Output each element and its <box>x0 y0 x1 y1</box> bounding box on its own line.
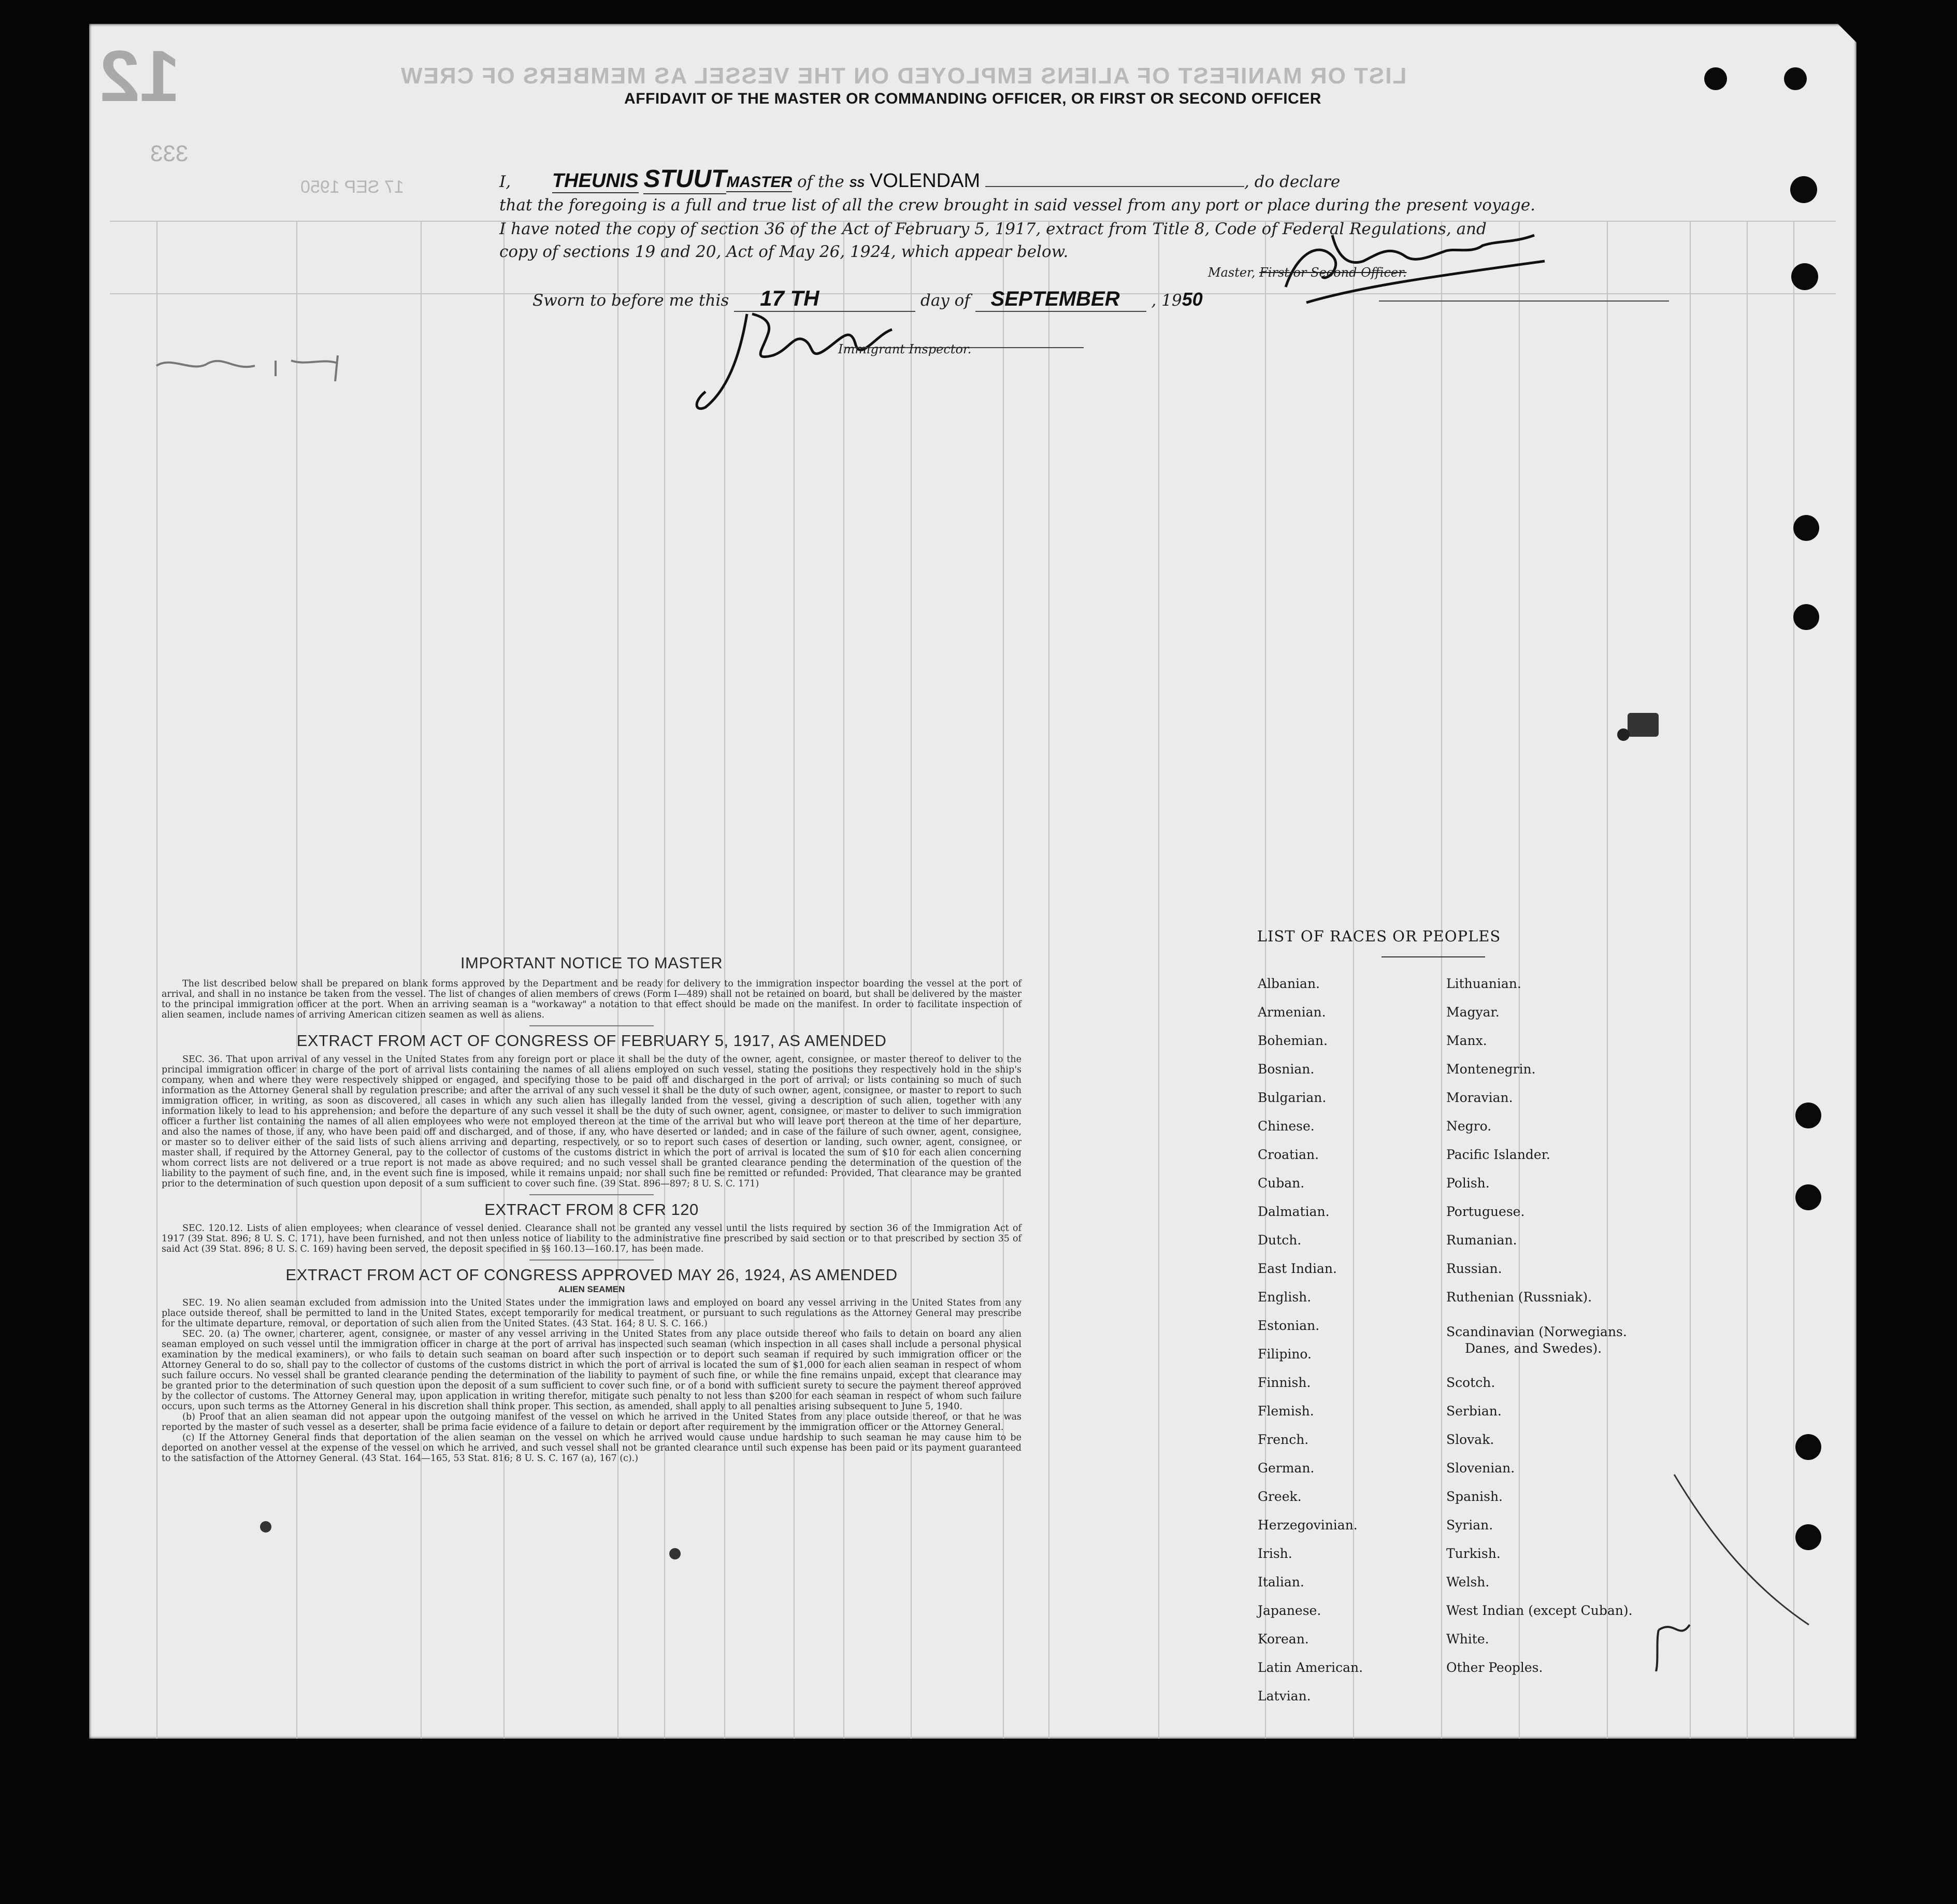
folded-corner <box>1837 23 1858 44</box>
race-item: German. <box>1258 1461 1315 1476</box>
column-line <box>156 221 157 1739</box>
race-item: Other Peoples. <box>1446 1660 1543 1675</box>
punch-hole <box>1793 515 1819 541</box>
ink-blot <box>1617 728 1630 741</box>
punch-hole <box>1790 176 1817 203</box>
race-item: Bulgarian. <box>1258 1090 1327 1105</box>
punch-hole <box>1793 604 1819 630</box>
inspector-caption: Immigrant Inspector. <box>838 342 972 356</box>
ink-blot <box>1628 713 1659 737</box>
race-item: Korean. <box>1258 1631 1309 1647</box>
vessel-prefix: SS <box>849 177 865 190</box>
master-first-name: THEUNIS <box>552 170 639 193</box>
sworn-day: 17 TH <box>734 286 915 312</box>
extract1-body: SEC. 36. That upon arrival of any vessel in the United States from any foreign port or place it shall be the duty of the owner, agent, consignee, or master thereof to deliver to the principal immigration officer in charge of the port of arrival lists containing the names of all aliens employed on such vessel, stating the positions they respectively hold in the ship's company, when and where they were respectively shipped or engaged, and specifying those to be paid off and discharged in the port of arrival; or lists containing so much of such information as the Attorney General shall by regulation prescribe; and after the arrival of any such vessel it shall be the duty of such owner, agent, consignee, or master to report to such immigration officer, in writing, as soon as discovered, all cases in which any such alien has illegally landed from the vessel, giving a description of such alien, together with any information likely to lead to his apprehension; and before the departure of any such vessel it shall be the duty of such owner, agent, consignee, or master to deliver to such immigration officer a further list containing the names of all alien employees who were not employed thereon at the time of the arrival but who will leave port thereon at the time of her departure, and also the names of those, if any, who have been paid off and discharged, and of those, if any, who have deserted or landed; and in case of the failure of such owner, agent, consignee, or master so to deliver either of the said lists of such aliens arriving and departing, respectively, or so to report such cases of desertion or landing, such owner, agent, consignee, or master shall, if required by the Attorney General, pay to the collector of customs of the customs district in which the port of arrival is located the sum of $10 for each alien concerning whom correct lists are not delivered or a true report is not made as above required; and no such vessel shall be granted clearance pending the determination of the question of the liability to the payment of such fine, and, in the event such fine is imposed, while it remains unpaid; nor shall such fine be remitted or refunded: Provided, That clearance may be granted prior to the determination of such question upon deposit of a sum sufficient to cover such fine. (39 Stat. 896—897; 8 U. S. C. 171) <box>162 1054 1021 1189</box>
notice-body: The list described below shall be prepared on blank forms approved by the Department and be ready for delivery to the immigration inspector boarding the vessel at the port of arrival, and shall in no instance be taken from the vessel. The list of changes of alien members of crews (Form I—489) shall not be retained on board, but shall be delivered by the master to the principal immigration officer at the port. When an arriving seaman is a "workaway" a notation to that effect should be made on the manifest. In order to facilitate inspection of alien seamen, include names of arriving American citizen seamen as well as aliens. <box>162 979 1021 1020</box>
races-title: LIST OF RACES OR PEOPLES <box>1257 927 1501 945</box>
punch-hole <box>1795 1434 1821 1460</box>
punch-hole <box>1795 1103 1821 1128</box>
extract3-title: EXTRACT FROM ACT OF CONGRESS APPROVED MAY 26, 1924, AS AMENDED <box>285 1266 898 1284</box>
race-item: Greek. <box>1258 1489 1302 1504</box>
race-item: Armenian. <box>1258 1005 1326 1020</box>
race-item: Bohemian. <box>1258 1033 1328 1048</box>
race-item: Cuban. <box>1258 1176 1305 1191</box>
race-item: Montenegrin. <box>1446 1062 1536 1077</box>
race-item: Chinese. <box>1258 1119 1315 1134</box>
race-item: Albanian. <box>1258 976 1320 991</box>
race-item: Rumanian. <box>1446 1233 1517 1248</box>
race-item: Scotch. <box>1446 1375 1495 1390</box>
column-line <box>1048 221 1049 1739</box>
race-item: Slovenian. <box>1446 1461 1515 1476</box>
divider <box>529 1259 654 1261</box>
race-item: Russian. <box>1446 1261 1502 1276</box>
race-item: Portuguese. <box>1446 1204 1525 1219</box>
race-item: Magyar. <box>1446 1005 1500 1020</box>
race-item: Moravian. <box>1446 1090 1513 1105</box>
race-item: Latvian. <box>1258 1688 1311 1703</box>
affidavit-line-4: copy of sections 19 and 20, Act of May 26, 1924, which appear below. <box>499 242 1069 261</box>
notice-title: IMPORTANT NOTICE TO MASTER <box>460 954 723 972</box>
of-the-text: of the <box>797 173 844 191</box>
race-item: Serbian. <box>1446 1404 1502 1419</box>
punch-hole <box>1795 1184 1821 1210</box>
master-signature-line <box>1379 300 1669 302</box>
race-item: Polish. <box>1446 1176 1490 1191</box>
master-last-name: STUUT <box>643 165 726 194</box>
race-item: Lithuanian. <box>1446 976 1521 991</box>
ink-blot <box>260 1521 271 1533</box>
punch-hole <box>1791 263 1818 290</box>
extract3-paragraph: (b) Proof that an alien seaman did not appear upon the outgoing manifest of the vessel on which he arrived in the United States from any place outside thereof, or that he was reported by the master of such vessel as a deserter, shall be prima facie evidence of a failure to detain or deport after requirement by the immigration officer or the Attorney General. <box>162 1412 1021 1433</box>
extract3-subtitle: ALIEN SEAMEN <box>558 1284 625 1294</box>
race-item: Bosnian. <box>1258 1062 1315 1077</box>
master-caption-row <box>1208 265 1407 280</box>
punch-hole <box>1784 67 1807 90</box>
punch-hole <box>1704 67 1727 90</box>
ink-blot <box>669 1548 681 1559</box>
races-title-rule <box>1382 956 1485 957</box>
column-line <box>1353 221 1354 1739</box>
affidavit-line-1 <box>499 165 1340 194</box>
race-item: Scandinavian (Norwegians. <box>1446 1324 1627 1339</box>
column-line <box>1158 221 1159 1739</box>
race-item: Flemish. <box>1258 1404 1314 1419</box>
race-item: West Indian (except Cuban). <box>1446 1603 1633 1618</box>
race-item: Estonian. <box>1258 1318 1320 1333</box>
race-item: Manx. <box>1446 1033 1487 1048</box>
race-item: Dutch. <box>1258 1233 1302 1248</box>
race-item: French. <box>1258 1432 1309 1447</box>
sworn-text: Sworn to before me this <box>533 291 729 310</box>
race-item: Turkish. <box>1446 1546 1501 1561</box>
day-of-text: day of <box>920 291 970 310</box>
reversed-manifest-title: LIST OR MANIFEST OF ALIENS EMPLOYED ON THE VESSEL AS MEMBERS OF CREW <box>400 63 1407 89</box>
master-role: MASTER <box>726 174 792 192</box>
race-item: Japanese. <box>1258 1603 1321 1618</box>
race-item: Spanish. <box>1446 1489 1503 1504</box>
ghost-number: 333 <box>150 141 189 166</box>
divider <box>529 1025 654 1026</box>
race-item: Italian. <box>1258 1574 1304 1590</box>
affidavit-line-2: that the foregoing is a full and true list of all the crew brought in said vessel from any port or place during the present voyage. <box>499 196 1536 214</box>
sheet-number: 12 <box>99 35 180 117</box>
race-item: English. <box>1258 1290 1312 1305</box>
pen-mark <box>1643 1454 1830 1671</box>
race-item: Filipino. <box>1258 1347 1312 1362</box>
punch-hole <box>1795 1524 1821 1550</box>
divider <box>529 1194 654 1195</box>
race-item: Danes, and Swedes). <box>1465 1341 1602 1356</box>
race-item: Slovak. <box>1446 1432 1494 1447</box>
race-item: Latin American. <box>1258 1660 1363 1675</box>
extract1-title: EXTRACT FROM ACT OF CONGRESS OF FEBRUARY 5, 1917, AS AMENDED <box>296 1032 887 1050</box>
extract2-body: SEC. 120.12. Lists of alien employees; when clearance of vessel denied. Clearance shall not be granted any vessel until the lists required by section 36 of the Immigration Act of 1917 (39 Stat. 896; 8 U. S. C. 171), have been furnished, and not then unless notice of liability to the administrative fine prescribed by said section or to that prescribed by section 35 of said Act (39 Stat. 896; 8 U. S. C. 169) having been served, the deposit specified in §§ 160.13—160.17, has been made. <box>162 1223 1021 1254</box>
manifest-sheet <box>89 24 1857 1739</box>
faint-handwriting <box>151 345 369 386</box>
race-item: East Indian. <box>1258 1261 1337 1276</box>
extract3-paragraph: SEC. 20. (a) The owner, charterer, agent, consignee, or master of any vessel arriving in the United States from any place outside thereof who fails to detain on board any alien seaman employed on such vessel until the immigration officer in charge at the port of arrival has inspected such seaman (which inspection in all cases shall include a personal physical examination by the medical examiners), or who fails to detain such seaman on board after such inspection or to deport such seaman if required by such immigration officer or the Attorney General to do so, shall pay to the collector of customs of the customs district in which the port of arrival is located the sum of $1,000 for each alien seaman in respect of whom such failure occurs. No vessel shall be granted clearance pending the determination of the liability to payment of such fine, or while the fine remains unpaid, except that clearance may be granted prior to the determination of such question upon the deposit of a sum sufficient to cover such fine, or of a bond with sufficient surety to secure the payment thereof approved by the collector of customs. The Attorney General may, upon application in writing therefor, mitigate such penalty to not less than $200 for each seaman in respect of whom such failure occurs, upon such terms as the Attorney General in his discretion shall think proper. This section, as amended, shall apply to all penalties arising subsequent to June 5, 1940. <box>162 1329 1021 1412</box>
pronoun-text: I, <box>499 173 511 191</box>
extract2-title: EXTRACT FROM 8 CFR 120 <box>484 1200 699 1219</box>
race-item: Herzegovinian. <box>1258 1518 1358 1533</box>
race-item: Croatian. <box>1258 1147 1319 1162</box>
struck-officer-caption: First or Second Officer. <box>1259 265 1407 280</box>
year-suffix: 50 <box>1182 289 1203 310</box>
vessel-name: VOLENDAM <box>869 170 981 192</box>
race-item: White. <box>1446 1631 1489 1647</box>
race-item: Irish. <box>1258 1546 1292 1561</box>
race-item: Pacific Islander. <box>1446 1147 1550 1162</box>
affidavit-line-3: I have noted the copy of section 36 of the Act of February 5, 1917, extract from Title 8, Code of Federal Regulations, and <box>499 220 1487 238</box>
column-line <box>1441 221 1442 1739</box>
ghost-stamp: 17 SEP 1950 <box>300 177 404 197</box>
affidavit-title: AFFIDAVIT OF THE MASTER OR COMMANDING OFFICER, OR FIRST OR SECOND OFFICER <box>624 90 1321 107</box>
notice-block <box>162 954 1021 1464</box>
year-prefix: , 19 <box>1151 291 1182 310</box>
race-item: Negro. <box>1446 1119 1492 1134</box>
extract3-paragraph: (c) If the Attorney General finds that deportation of the alien seaman on the vessel on which he arrived would cause undue hardship to such seaman he may cause him to be deported on another vessel at the expense of the vessel on which he arrived, and such vessel shall not be granted clearance until such expense has been paid or its payment guaranteed to the satisfaction of the Attorney General. (43 Stat. 164—165, 53 Stat. 816; 8 U. S. C. 167 (a), 167 (c).) <box>162 1433 1021 1464</box>
race-item: Ruthenian (Russniak). <box>1446 1290 1592 1305</box>
race-item: Syrian. <box>1446 1518 1493 1533</box>
sworn-month: SEPTEMBER <box>975 288 1146 312</box>
master-caption: Master, <box>1208 265 1256 280</box>
extract3-paragraph: SEC. 19. No alien seaman excluded from admission into the United States under the immigration laws and employed on board any vessel arriving in the United States from any place outside thereof, shall be permitted to land in the United States, except temporarily for medical treatment, or pursuant to such regulations as the Attorney General may prescribe for the ultimate departure, removal, or deportation of such alien from the United States. (43 Stat. 164; 8 U. S. C. 166.) <box>162 1298 1021 1329</box>
inspector-signature <box>685 304 933 418</box>
race-item: Dalmatian. <box>1258 1204 1330 1219</box>
race-item: Finnish. <box>1258 1375 1311 1390</box>
do-declare-text: , do declare <box>1244 173 1341 191</box>
race-item: Welsh. <box>1446 1574 1490 1590</box>
column-line <box>1607 221 1608 1739</box>
